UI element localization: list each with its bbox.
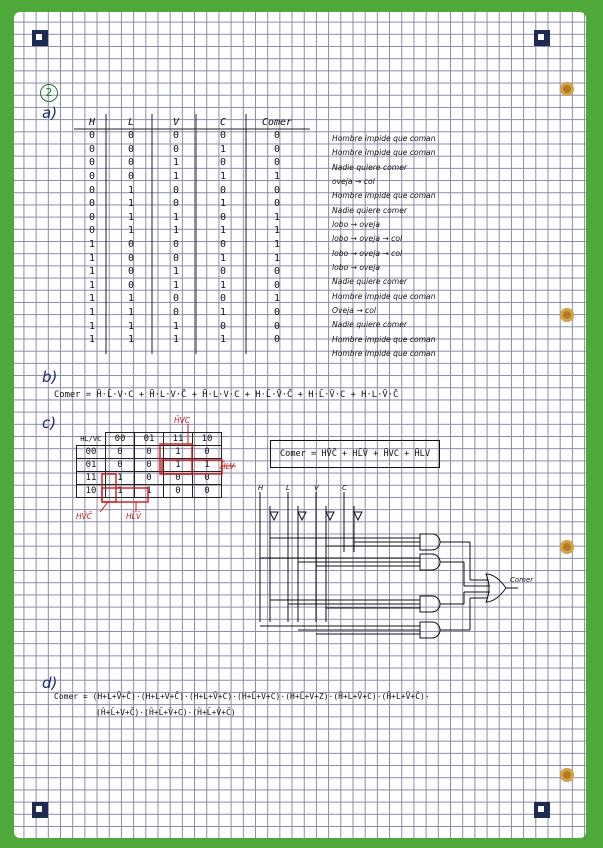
truth-table-cell: 0 xyxy=(172,143,180,155)
kmap-row-header: 10 xyxy=(77,485,106,498)
truth-table-cell: 1 xyxy=(273,293,281,305)
truth-table-cell: 1 xyxy=(88,239,96,251)
kmap-cell: 0 xyxy=(193,485,222,498)
section-a-label: a) xyxy=(42,104,58,122)
kmap-cell: 0 xyxy=(193,472,222,485)
kmap-col-header: 00 xyxy=(106,433,135,446)
truth-table-cell: 0 xyxy=(127,157,135,169)
kmap-row-header: 01 xyxy=(77,459,106,472)
truth-table-cell: 1 xyxy=(273,171,281,183)
header-v: V xyxy=(172,117,180,128)
truth-table-cell: 0 xyxy=(273,334,281,346)
truth-table-cell: 0 xyxy=(172,239,180,251)
row-comment: Nadie quiere comer xyxy=(332,277,407,287)
truth-table-cell: 1 xyxy=(273,239,281,251)
kmap-corner-left: VC xyxy=(92,434,102,443)
truth-table-cell: 1 xyxy=(88,293,96,305)
truth-table-cell: 0 xyxy=(219,211,227,223)
kmap-corner: HL/VC xyxy=(80,434,102,443)
row-comment: oveja → col xyxy=(332,177,375,187)
kmap-cell: 1 xyxy=(135,485,164,498)
corner-marker-bottom-left xyxy=(32,802,48,818)
truth-table-rules xyxy=(74,114,314,354)
kmap-cell: 1 xyxy=(193,459,222,472)
truth-table-cell: 1 xyxy=(219,279,227,291)
truth-table-cell: 0 xyxy=(219,239,227,251)
truth-table-cell: 0 xyxy=(219,266,227,278)
truth-table-cell: 1 xyxy=(219,334,227,346)
truth-table-cell: 1 xyxy=(172,279,180,291)
truth-table-cell: 0 xyxy=(172,130,180,142)
truth-table-comments xyxy=(332,132,436,362)
truth-table-cell: 0 xyxy=(219,157,227,169)
section-c-result: Comer = HV̄C̄ + HL̄V̄ + H̄VC + H̄LV xyxy=(270,440,440,468)
truth-table-cell: 0 xyxy=(127,279,135,291)
truth-table-cell: 0 xyxy=(88,198,96,210)
truth-table-cell: 1 xyxy=(88,320,96,332)
binder-hole xyxy=(560,308,574,322)
header-h: H xyxy=(88,117,96,128)
section-d-line1: Comer = (H+L+V̄+C̄)·(H+L+V+C̄)·(H+L+V̄+C)·(H+L̄+V+C)·(H+L̄+V+Z)·(H̄+L+V̄+C)·(H̄+L+V̄+C̄)· xyxy=(54,692,430,701)
binder-hole xyxy=(560,540,574,554)
truth-table-cell: 1 xyxy=(127,334,135,346)
kmap-cell: 0 xyxy=(164,485,193,498)
input-label-c: C xyxy=(342,484,347,492)
header-c: C xyxy=(219,117,227,128)
corner-marker-top-right xyxy=(534,30,550,46)
row-comment: Nadie quiere comer xyxy=(332,205,407,215)
kmap-col-header: 01 xyxy=(135,433,164,446)
row-comment: Oveja → col xyxy=(332,306,377,316)
truth-table-cell: 0 xyxy=(273,320,281,332)
truth-table-cell: 0 xyxy=(273,130,281,142)
truth-table-cell: 0 xyxy=(127,143,135,155)
corner-marker-bottom-right xyxy=(534,802,550,818)
kmap-cell: 1 xyxy=(164,446,193,459)
truth-table-cell: 1 xyxy=(172,320,180,332)
truth-table-cell: 1 xyxy=(172,157,180,169)
kmap-col-header: 11 xyxy=(164,433,193,446)
truth-table-cell: 0 xyxy=(88,184,96,196)
truth-table-cell: 1 xyxy=(127,198,135,210)
truth-table-cell: 1 xyxy=(273,211,281,223)
kmap-label-bottom-left: HV̄C̄ xyxy=(76,512,93,521)
kmap-label-bottom-mid: HL̄V̄ xyxy=(126,512,141,521)
truth-table-cell: 0 xyxy=(273,266,281,278)
kmap-cell: 0 xyxy=(135,446,164,459)
truth-table-cell: 1 xyxy=(219,171,227,183)
row-comment: Hombre impide que coman xyxy=(332,291,436,301)
truth-table-cell: 0 xyxy=(127,266,135,278)
input-label-l: L xyxy=(286,484,290,492)
input-label-h: H xyxy=(258,484,264,492)
kmap-label-top: H̄VC xyxy=(174,416,191,425)
kmap-row-header: 00 xyxy=(77,446,106,459)
truth-table-cell: 1 xyxy=(88,266,96,278)
truth-table-cell: 0 xyxy=(88,225,96,237)
truth-table-cell: 1 xyxy=(172,225,180,237)
notebook-page xyxy=(14,12,586,838)
truth-table-cell: 0 xyxy=(88,130,96,142)
row-comment: lobo → oveja → col xyxy=(332,234,403,244)
truth-table-cell: 1 xyxy=(127,225,135,237)
truth-table-cell: 0 xyxy=(172,184,180,196)
row-comment: Hombre impide que coman xyxy=(332,349,436,359)
section-d-label: d) xyxy=(42,674,58,692)
truth-table-cell: 1 xyxy=(219,225,227,237)
header-l: L xyxy=(127,117,135,128)
binder-hole xyxy=(560,768,574,782)
kmap-label-right: H̄LV xyxy=(220,462,235,471)
truth-table-cell: 1 xyxy=(219,198,227,210)
truth-table-cell: 1 xyxy=(273,225,281,237)
kmap-col-header: 10 xyxy=(193,433,222,446)
truth-table-cell: 1 xyxy=(172,266,180,278)
truth-table-cell: 1 xyxy=(127,211,135,223)
kmap-cell: 0 xyxy=(135,472,164,485)
truth-table-cell: 1 xyxy=(273,252,281,264)
truth-table-cell: 0 xyxy=(88,171,96,183)
row-comment: lobo → oveja → col xyxy=(332,248,403,258)
truth-table-cell: 1 xyxy=(88,334,96,346)
binder-hole xyxy=(560,82,574,96)
truth-table-cell: 1 xyxy=(88,279,96,291)
corner-marker-top-left xyxy=(32,30,48,46)
row-comment: lobo → oveja xyxy=(332,263,380,273)
question-number: 2 xyxy=(40,84,58,102)
truth-table-cell: 0 xyxy=(127,239,135,251)
section-d-line2: (H̄+L̄+V+C̄)·(H̄+L̄+V̄+C)·(H̄+L̄+V̄+C̄) xyxy=(96,708,236,717)
kmap-cell: 0 xyxy=(193,446,222,459)
truth-table-cell: 0 xyxy=(219,130,227,142)
section-b-label: b) xyxy=(42,368,58,386)
truth-table-cell: 0 xyxy=(88,143,96,155)
truth-table-cell: 1 xyxy=(172,334,180,346)
truth-table-cell: 1 xyxy=(219,252,227,264)
kmap-cell: 0 xyxy=(164,472,193,485)
truth-table-cell: 1 xyxy=(219,307,227,319)
truth-table-cell: 0 xyxy=(88,157,96,169)
truth-table-cell: 0 xyxy=(172,293,180,305)
truth-table-cell: 0 xyxy=(172,252,180,264)
output-label-comer: Comer xyxy=(510,576,534,584)
kmap-row-header: 11 xyxy=(77,472,106,485)
truth-table-cell: 0 xyxy=(127,171,135,183)
truth-table-cell: 0 xyxy=(273,157,281,169)
kmap-cell: 1 xyxy=(164,459,193,472)
row-comment: lobo → oveja xyxy=(332,220,380,230)
kmap-groupings xyxy=(74,422,254,522)
truth-table-cell: 1 xyxy=(127,293,135,305)
truth-table-cell: 0 xyxy=(88,211,96,223)
truth-table-cell: 1 xyxy=(127,320,135,332)
row-comment: Hombre impide que coman xyxy=(332,134,436,143)
kmap-cell: 0 xyxy=(135,459,164,472)
header-comer: Comer xyxy=(261,117,293,128)
kmap-cell: 1 xyxy=(106,485,135,498)
row-comment: Hombre impide que coman xyxy=(332,148,436,158)
kmap-cell: 0 xyxy=(106,459,135,472)
truth-table-cell: 0 xyxy=(273,143,281,155)
truth-table-cell: 1 xyxy=(88,307,96,319)
truth-table-cell: 1 xyxy=(127,307,135,319)
input-label-v: V xyxy=(314,484,319,492)
kmap-cell: 0 xyxy=(106,446,135,459)
truth-table-cell: 0 xyxy=(219,184,227,196)
kmap-cell: 1 xyxy=(106,472,135,485)
truth-table-cell: 0 xyxy=(273,198,281,210)
section-c-label: c) xyxy=(42,414,57,432)
truth-table-cell: 1 xyxy=(127,184,135,196)
truth-table-cell: 1 xyxy=(172,171,180,183)
truth-table-cell: 0 xyxy=(127,252,135,264)
section-b-expression: Comer = H̄·L̄·V·C + H̄·L·V·C̄ + H̄·L·V·C + H·L̄·V̄·C̄ + H·L̄·V̄·C + H·L·V̄·C̄ xyxy=(54,390,399,400)
row-comment: Hombre impide que coman xyxy=(332,334,436,344)
truth-table-cell: 0 xyxy=(273,184,281,196)
row-comment: Hombre impide que coman xyxy=(332,191,436,201)
truth-table-cell: 0 xyxy=(127,130,135,142)
truth-table-cell: 1 xyxy=(88,252,96,264)
truth-table-cell: 0 xyxy=(219,320,227,332)
logic-circuit xyxy=(250,492,520,642)
truth-table-cell: 0 xyxy=(273,279,281,291)
truth-table-cell: 1 xyxy=(219,143,227,155)
truth-table-cell: 1 xyxy=(172,211,180,223)
kmap-corner-top: HL xyxy=(80,434,89,443)
truth-table-cell: 0 xyxy=(172,307,180,319)
truth-table-cell: 0 xyxy=(219,293,227,305)
truth-table-cell: 0 xyxy=(273,307,281,319)
row-comment: Nadie quiere comer xyxy=(332,162,407,172)
row-comment: Nadie quiere comer xyxy=(332,320,407,330)
truth-table-cell: 0 xyxy=(172,198,180,210)
